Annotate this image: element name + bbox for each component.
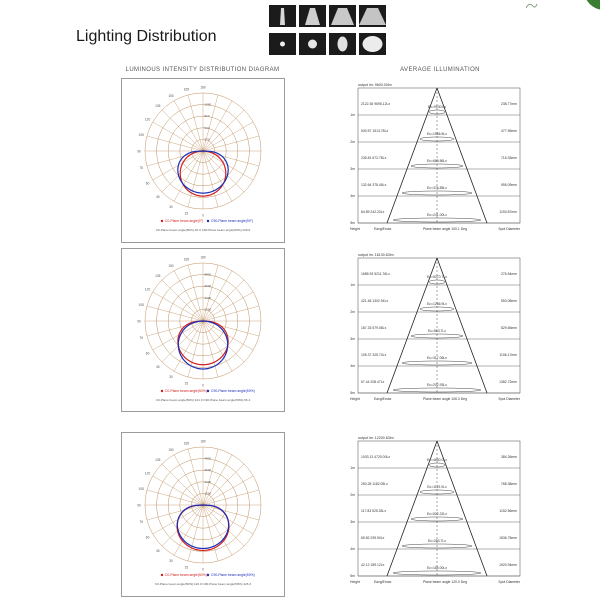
cone-center-value: Ec=9930.Lx xyxy=(427,105,447,109)
cone-edge-left xyxy=(387,88,437,223)
cone-height-label: 2m xyxy=(350,493,355,497)
legend-c90-label: C90-Plane beam angle(50%) xyxy=(211,573,255,578)
polar-radial-label: 1080 xyxy=(204,102,212,107)
polar-angle-label: 45 xyxy=(155,194,160,199)
cone-center-value: Ec=5070.7Lx xyxy=(427,275,447,279)
polar-spoke xyxy=(153,292,203,321)
cone-center-value: Ec=522.22Lx xyxy=(427,512,447,516)
cone-center-value: Ec=1566.5Lx xyxy=(427,132,447,136)
beam-pattern-icon xyxy=(299,5,326,27)
polar-angle-label: 60 xyxy=(145,181,150,186)
cone-spot-value: 716.33mm xyxy=(500,156,517,160)
polar-spoke xyxy=(188,505,203,561)
cone-left-value: 530.57 1513.78Lx xyxy=(361,129,389,133)
polar-angle-label: 105 xyxy=(138,486,144,491)
cone-spot-value: 955.09mm xyxy=(500,183,517,187)
legend-c0-label: C0-Plane beam angle(50%) xyxy=(165,573,207,578)
polar-spoke xyxy=(162,464,203,505)
polar-radial-label: 1200 xyxy=(204,491,212,496)
polar-radial-label: 8800 xyxy=(204,272,212,277)
polar-chart-1 xyxy=(121,78,285,243)
polar-angle-label: 105 xyxy=(138,302,144,307)
polar-angle-label: 30 xyxy=(169,374,173,379)
polar-spoke xyxy=(188,449,203,505)
cone-edge-right xyxy=(437,258,487,393)
polar-angle-label: 150 xyxy=(168,264,174,269)
cone-footer-spot: Spot Diameter xyxy=(498,580,520,584)
cone-left-value: 250.28 1182.05Lx xyxy=(361,482,388,486)
polar-angle-label: 135 xyxy=(155,274,161,279)
cone-spot-value: 768.38mm xyxy=(500,482,517,486)
cone-left-value: 117.83 525.33Lx xyxy=(361,509,387,513)
cone-footer-emax: Eavg/Emax xyxy=(374,227,392,231)
cone-height-label: 5m xyxy=(350,221,355,225)
legend-c0-label: C0-Plane beam angle(50%) xyxy=(165,389,207,394)
cone-edge-right xyxy=(437,441,487,576)
cone-height-label: 3m xyxy=(350,337,355,341)
polar-angle-label: 30 xyxy=(169,204,173,209)
cone-left-value: 187.33 579.08Lx xyxy=(361,326,387,330)
polar-angle-label: 165 xyxy=(183,257,190,262)
polar-radial-label: 2400 xyxy=(204,479,212,484)
polar-radial-label: 4800 xyxy=(204,456,212,461)
cone-left-value: 1003.13 4720.00Lx xyxy=(361,455,391,459)
polar-footer: C0-Plane beam angle(50%):120.0 C90-Plane beam angle(50%):126.3 xyxy=(154,582,252,586)
cone-left-value: 65.82 295.50Lx xyxy=(361,536,385,540)
cone-center-value: Ec=317.06Lx xyxy=(427,356,447,360)
cone-left-value: 84.89 242.20Lx xyxy=(361,210,385,214)
polar-angle-label: 90 xyxy=(137,503,141,508)
polar-radial-label: 810 xyxy=(204,114,210,119)
polar-spoke xyxy=(203,122,253,151)
polar-angle-label: 0 xyxy=(202,567,204,572)
polar-angle-label: 75 xyxy=(139,520,143,525)
legend-c90-marker xyxy=(207,574,209,576)
cone-output: output lm: 12200.63lm xyxy=(358,436,394,440)
cone-height-label: 1m xyxy=(350,283,355,287)
cone-svg xyxy=(344,250,526,410)
cone-spot-value: 1106.17mm xyxy=(499,353,517,357)
legend-c0-marker xyxy=(161,220,163,222)
cone-center-value: Ec=241.00Lx xyxy=(427,213,447,217)
polar-angle-label: 105 xyxy=(138,132,144,137)
cone-spot-value: 1152.56mm xyxy=(499,509,517,513)
polar-angle-label: 60 xyxy=(145,535,150,540)
beam-pattern-icon xyxy=(359,5,386,27)
cone-left-value: 235.81 672.78Lx xyxy=(361,156,387,160)
cone-footer-height: Height xyxy=(350,227,360,231)
polar-spoke xyxy=(147,151,203,166)
cone-footer-emax: Eavg/Emax xyxy=(374,580,392,584)
cone-height-label: 4m xyxy=(350,194,355,198)
polar-spoke xyxy=(203,505,218,561)
cone-spot-value: 477.55mm xyxy=(500,129,517,133)
polar-chart-2 xyxy=(121,248,285,412)
cone-center-value: Ec=376.85Lx xyxy=(427,186,447,190)
polar-angle-label: 15 xyxy=(184,381,189,386)
polar-angle-label: 120 xyxy=(144,117,151,122)
polar-svg xyxy=(122,433,284,596)
cone-spot-value: 1193.87mm xyxy=(499,210,517,214)
legend-c90-marker xyxy=(207,220,209,222)
polar-spoke xyxy=(147,136,203,151)
leaf-decoration xyxy=(584,0,600,10)
cone-spot-value: 384.26mm xyxy=(500,455,517,459)
cone-left-value: 421.48 1302.94Lx xyxy=(361,299,389,303)
polar-chart-3 xyxy=(121,432,285,597)
cone-left-value: 42.12 189.12Lx xyxy=(361,563,385,567)
polar-radial-label: 3600 xyxy=(204,468,212,473)
legend-c0-marker xyxy=(161,574,163,576)
cone-output: output lm: 16130.63lm xyxy=(358,253,394,257)
beam-pattern-icon xyxy=(269,5,296,27)
legend-c90-marker xyxy=(207,390,209,392)
polar-angle-label: 165 xyxy=(183,87,190,92)
cone-chart-1 xyxy=(344,80,526,240)
polar-spoke xyxy=(203,136,259,151)
polar-spoke xyxy=(203,321,244,362)
polar-angle-label: 90 xyxy=(137,319,141,324)
polar-footer: C0-Plane beam angle(50%):121.0 C90-Plane beam angle(50%):96.4 xyxy=(155,398,251,402)
polar-footer: C0-Plane beam angle(50%):91.0 C90-Plane beam angle(50%):128.6 xyxy=(155,228,251,232)
polar-angle-label: 150 xyxy=(168,94,174,99)
legend-c0-marker xyxy=(161,390,163,392)
beam-pattern-thumbnails xyxy=(269,5,387,57)
left-heading: LUMINOUS INTENSITY DISTRIBUTION DIAGRAM xyxy=(125,67,280,73)
cone-center-value: Ec=4650.0Lx xyxy=(427,458,447,462)
beam-pattern-icon xyxy=(329,5,356,27)
beam-pattern-icon xyxy=(269,33,296,55)
polar-svg xyxy=(122,249,284,411)
polar-spoke xyxy=(203,151,218,207)
cone-center-value: Ec=563.7Lx xyxy=(427,329,447,333)
polar-angle-label: 135 xyxy=(155,104,161,109)
cone-center-value: Ec=185.00Lx xyxy=(427,566,447,570)
polar-angle-label: 75 xyxy=(139,336,143,341)
polar-spoke xyxy=(203,306,259,321)
polar-angle-label: 75 xyxy=(139,166,143,171)
cone-center-value: Ec=1266.9Lx xyxy=(427,302,447,306)
cone-height-label: 4m xyxy=(350,364,355,368)
polar-angle-label: 165 xyxy=(183,441,190,446)
cone-spot-value: 238.77mm xyxy=(500,102,517,106)
polar-spoke xyxy=(147,490,203,505)
cone-footer-emax: Eavg/Emax xyxy=(374,397,392,401)
polar-angle-label: 45 xyxy=(155,548,160,553)
cone-spot-value: 553.08mm xyxy=(500,299,517,303)
cone-height-label: 1m xyxy=(350,113,355,117)
cone-footer-beam: Plane beam angle 120.0 Deg xyxy=(423,580,467,584)
cone-left-value: 132.64 378.45Lx xyxy=(361,183,387,187)
polar-spoke xyxy=(203,321,259,336)
polar-angle-label: 15 xyxy=(184,211,189,216)
cone-footer-height: Height xyxy=(350,580,360,584)
page-title: Lighting Distribution xyxy=(76,28,217,45)
cone-footer-spot: Spot Diameter xyxy=(498,227,520,231)
polar-spoke xyxy=(147,505,203,520)
cone-height-label: 3m xyxy=(350,167,355,171)
polar-spoke xyxy=(203,505,259,520)
legend-c90-label: C90-Plane beam angle(50%) xyxy=(211,389,255,394)
polar-spoke xyxy=(203,490,259,505)
polar-spoke xyxy=(153,476,203,505)
cone-edge-left xyxy=(387,258,437,393)
polar-spoke xyxy=(188,95,203,151)
cone-footer-spot: Spot Diameter xyxy=(498,397,520,401)
cone-left-value: 105.37 325.74Lx xyxy=(361,353,387,357)
polar-spoke xyxy=(162,280,203,321)
polar-angle-label: 180 xyxy=(200,85,206,90)
cone-output: output lm: 9600.00lm xyxy=(358,83,392,87)
cone-spot-value: 1382.72mm xyxy=(499,380,517,384)
polar-angle-label: 30 xyxy=(169,558,173,563)
cone-height-label: 5m xyxy=(350,391,355,395)
polar-spoke xyxy=(174,101,203,151)
cone-spot-value: 1920.94mm xyxy=(499,563,517,567)
cone-spot-value: 829.65mm xyxy=(500,326,517,330)
cone-svg xyxy=(344,80,526,240)
cone-center-value: Ec=280.7Lx xyxy=(427,539,447,543)
cone-height-label: 5m xyxy=(350,574,355,578)
polar-angle-label: 120 xyxy=(144,471,151,476)
cone-spot-value: 276.54mm xyxy=(500,272,517,276)
beam-pattern-icon xyxy=(299,33,326,55)
polar-spoke xyxy=(162,321,203,362)
polar-angle-label: 180 xyxy=(200,255,206,260)
cone-center-value: Ec=689.86Lx xyxy=(427,159,447,163)
cone-chart-2 xyxy=(344,250,526,410)
polar-radial-label: 6600 xyxy=(204,284,212,289)
cone-left-value: 67.44 208.47Lx xyxy=(361,380,385,384)
polar-radial-label: 4400 xyxy=(204,295,212,300)
right-heading: AVERAGE ILLUMINATION xyxy=(400,67,480,73)
polar-spoke xyxy=(147,321,203,336)
cone-footer-beam: Plane beam angle 106.3 Deg xyxy=(423,397,467,401)
cone-height-label: 2m xyxy=(350,310,355,314)
beam-pattern-icon xyxy=(329,33,356,55)
polar-angle-label: 180 xyxy=(200,439,206,444)
cone-height-label: 1m xyxy=(350,466,355,470)
polar-angle-label: 135 xyxy=(155,458,161,463)
polar-spoke xyxy=(162,110,203,151)
polar-angle-label: 90 xyxy=(137,149,141,154)
polar-radial-label: 270 xyxy=(204,137,210,142)
cone-left-value: 1685.93 5211.76Lx xyxy=(361,272,390,276)
cone-height-label: 4m xyxy=(350,547,355,551)
polar-svg xyxy=(122,79,284,242)
polar-spoke xyxy=(203,151,259,166)
polar-angle-label: 0 xyxy=(202,213,204,218)
polar-angle-label: 60 xyxy=(145,351,150,356)
beam-pattern-icon xyxy=(359,33,386,55)
cone-svg xyxy=(344,433,526,595)
polar-spoke xyxy=(147,306,203,321)
legend-c90-label: C90-Plane beam angle(90°) xyxy=(211,219,254,224)
cone-footer-beam: Plane beam angle 100.1 Deg xyxy=(423,227,467,231)
polar-spoke xyxy=(188,151,203,207)
polar-spoke xyxy=(188,265,203,321)
legend-c0-label: C0-Plane beam angle(0°) xyxy=(165,219,204,224)
cone-edge-right xyxy=(437,88,487,223)
cone-center-value: Ec=1119.0Lx xyxy=(427,485,447,489)
polar-spoke xyxy=(174,455,203,505)
polar-radial-label: 540 xyxy=(204,125,210,130)
cone-edge-left xyxy=(387,441,437,576)
cone-chart-3 xyxy=(344,433,526,595)
cone-footer-height: Height xyxy=(350,397,360,401)
polar-angle-label: 45 xyxy=(155,364,160,369)
sketch-icon xyxy=(524,0,538,12)
polar-angle-label: 0 xyxy=(202,383,204,388)
polar-spoke xyxy=(153,122,203,151)
cone-center-value: Ec=202.93Lx xyxy=(427,383,447,387)
polar-spoke xyxy=(174,271,203,321)
polar-angle-label: 150 xyxy=(168,448,174,453)
cone-height-label: 2m xyxy=(350,140,355,144)
polar-angle-label: 15 xyxy=(184,565,189,570)
cone-spot-value: 1536.75mm xyxy=(499,536,517,540)
polar-angle-label: 120 xyxy=(144,287,151,292)
polar-radial-label: 2200 xyxy=(204,307,212,312)
cone-height-label: 3m xyxy=(350,520,355,524)
cone-left-value: 2122.36 9695.12Lx xyxy=(361,102,391,106)
